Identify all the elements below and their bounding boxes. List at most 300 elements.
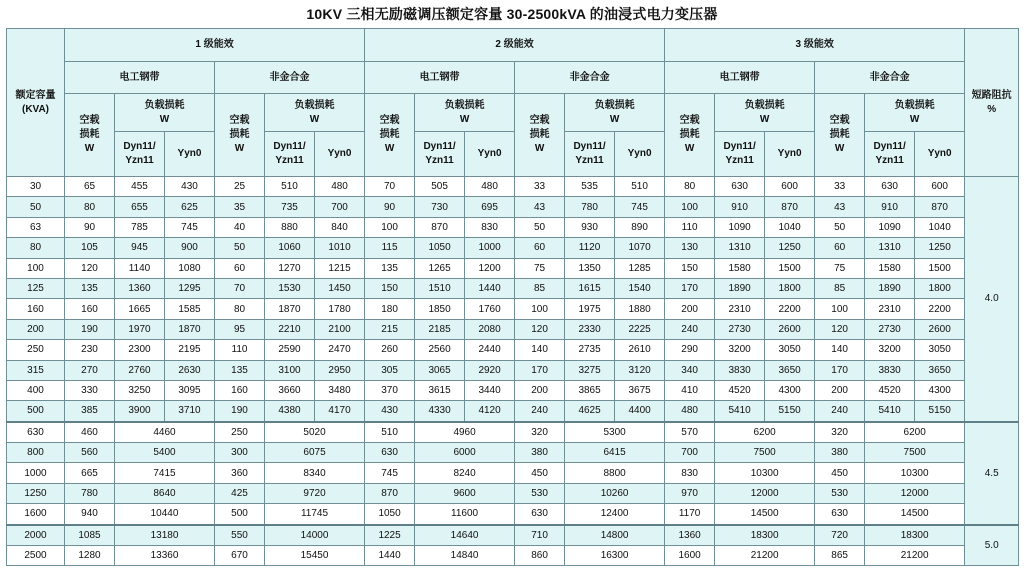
value-cell: 150	[665, 258, 715, 278]
table-row	[7, 340, 1019, 360]
value-cell: 13180	[115, 525, 215, 546]
value-cell: 870	[915, 197, 965, 217]
value-cell: 70	[365, 177, 415, 197]
value-cell: 460	[65, 422, 115, 443]
value-cell: 450	[815, 463, 865, 483]
value-cell: 1890	[865, 278, 915, 298]
value-cell: 230	[65, 340, 115, 360]
value-cell: 2080	[465, 319, 515, 339]
value-cell: 25	[215, 177, 265, 197]
value-cell: 14640	[415, 525, 515, 546]
value-cell: 9720	[265, 483, 365, 503]
value-cell: 260	[365, 340, 415, 360]
value-cell: 2630	[165, 360, 215, 380]
value-cell: 150	[365, 278, 415, 298]
level-1-header: 1 级能效	[65, 29, 365, 62]
value-cell: 120	[515, 319, 565, 339]
dyn11-yzn11-header: Dyn11/ Yzn11	[565, 132, 615, 177]
value-cell: 80	[665, 177, 715, 197]
value-cell: 75	[815, 258, 865, 278]
yyn0-header: Yyn0	[315, 132, 365, 177]
no-load-loss-header: 空载 损耗 W	[65, 94, 115, 177]
value-cell: 190	[65, 319, 115, 339]
value-cell: 120	[65, 258, 115, 278]
value-cell: 2600	[765, 319, 815, 339]
value-cell: 2730	[865, 319, 915, 339]
value-cell: 910	[865, 197, 915, 217]
value-cell: 480	[665, 401, 715, 422]
value-cell: 6200	[715, 422, 815, 443]
value-cell: 1880	[615, 299, 665, 319]
value-cell: 65	[65, 177, 115, 197]
value-cell: 2210	[265, 319, 315, 339]
capacity-cell: 315	[7, 360, 65, 380]
value-cell: 21200	[865, 546, 965, 566]
yyn0-header: Yyn0	[615, 132, 665, 177]
value-cell: 1270	[265, 258, 315, 278]
value-cell: 4380	[265, 401, 315, 422]
value-cell: 510	[365, 422, 415, 443]
value-cell: 860	[515, 546, 565, 566]
value-cell: 910	[715, 197, 765, 217]
impedance-header: 短路阻抗 %	[965, 29, 1019, 177]
value-cell: 305	[365, 360, 415, 380]
value-cell: 1780	[315, 299, 365, 319]
value-cell: 1970	[115, 319, 165, 339]
value-cell: 2100	[315, 319, 365, 339]
value-cell: 2560	[415, 340, 465, 360]
table-row	[7, 401, 1019, 422]
value-cell: 3710	[165, 401, 215, 422]
load-loss-header: 负载损耗 W	[715, 94, 815, 132]
table-row	[7, 177, 1019, 197]
value-cell: 2950	[315, 360, 365, 380]
value-cell: 1580	[715, 258, 765, 278]
value-cell: 1800	[765, 278, 815, 298]
transformer-spec-table	[6, 28, 1019, 566]
value-cell: 35	[215, 197, 265, 217]
value-cell: 60	[215, 258, 265, 278]
value-cell: 6000	[415, 443, 515, 463]
capacity-cell: 630	[7, 422, 65, 443]
capacity-cell: 200	[7, 319, 65, 339]
table-row	[7, 319, 1019, 339]
amorphous-alloy-header: 非金合金	[515, 62, 665, 94]
value-cell: 2195	[165, 340, 215, 360]
value-cell: 2590	[265, 340, 315, 360]
value-cell: 3650	[765, 360, 815, 380]
value-cell: 240	[815, 401, 865, 422]
table-row	[7, 525, 1019, 546]
value-cell: 1040	[765, 217, 815, 237]
table-row	[7, 463, 1019, 483]
value-cell: 270	[65, 360, 115, 380]
value-cell: 1085	[65, 525, 115, 546]
value-cell: 425	[215, 483, 265, 503]
dyn11-yzn11-header: Dyn11/ Yzn11	[865, 132, 915, 177]
value-cell: 1170	[665, 504, 715, 525]
value-cell: 14000	[265, 525, 365, 546]
dyn11-yzn11-header: Dyn11/ Yzn11	[115, 132, 165, 177]
value-cell: 85	[815, 278, 865, 298]
value-cell: 1440	[465, 278, 515, 298]
value-cell: 530	[515, 483, 565, 503]
value-cell: 170	[515, 360, 565, 380]
value-cell: 60	[815, 238, 865, 258]
capacity-cell: 2000	[7, 525, 65, 546]
value-cell: 4400	[615, 401, 665, 422]
table-row	[7, 360, 1019, 380]
value-cell: 480	[465, 177, 515, 197]
value-cell: 85	[515, 278, 565, 298]
capacity-cell: 2500	[7, 546, 65, 566]
value-cell: 2610	[615, 340, 665, 360]
value-cell: 970	[665, 483, 715, 503]
value-cell: 1090	[865, 217, 915, 237]
value-cell: 900	[165, 238, 215, 258]
value-cell: 135	[215, 360, 265, 380]
value-cell: 5020	[265, 422, 365, 443]
dyn11-yzn11-header: Dyn11/ Yzn11	[265, 132, 315, 177]
value-cell: 95	[215, 319, 265, 339]
value-cell: 16300	[565, 546, 665, 566]
value-cell: 670	[215, 546, 265, 566]
capacity-cell: 1600	[7, 504, 65, 525]
value-cell: 480	[315, 177, 365, 197]
value-cell: 1070	[615, 238, 665, 258]
value-cell: 3120	[615, 360, 665, 380]
capacity-cell: 400	[7, 380, 65, 400]
impedance-cell: 4.0	[965, 177, 1019, 422]
value-cell: 50	[815, 217, 865, 237]
value-cell: 4330	[415, 401, 465, 422]
capacity-header: 额定容量 (KVA)	[7, 29, 65, 177]
value-cell: 735	[265, 197, 315, 217]
value-cell: 60	[515, 238, 565, 258]
capacity-cell: 250	[7, 340, 65, 360]
value-cell: 830	[465, 217, 515, 237]
yyn0-header: Yyn0	[165, 132, 215, 177]
value-cell: 11745	[265, 504, 365, 525]
value-cell: 1870	[265, 299, 315, 319]
value-cell: 3650	[915, 360, 965, 380]
value-cell: 1600	[665, 546, 715, 566]
load-loss-header: 负载损耗 W	[565, 94, 665, 132]
value-cell: 1540	[615, 278, 665, 298]
value-cell: 655	[115, 197, 165, 217]
electrical-steel-header: 电工钢带	[365, 62, 515, 94]
capacity-cell: 1250	[7, 483, 65, 503]
value-cell: 14500	[865, 504, 965, 525]
value-cell: 13360	[115, 546, 215, 566]
value-cell: 14840	[415, 546, 515, 566]
value-cell: 90	[65, 217, 115, 237]
value-cell: 14800	[565, 525, 665, 546]
value-cell: 105	[65, 238, 115, 258]
value-cell: 870	[765, 197, 815, 217]
capacity-cell: 800	[7, 443, 65, 463]
value-cell: 2200	[765, 299, 815, 319]
value-cell: 180	[365, 299, 415, 319]
load-loss-header: 负载损耗 W	[865, 94, 965, 132]
value-cell: 8640	[115, 483, 215, 503]
value-cell: 70	[215, 278, 265, 298]
value-cell: 3865	[565, 380, 615, 400]
value-cell: 1265	[415, 258, 465, 278]
value-cell: 12000	[715, 483, 815, 503]
value-cell: 130	[665, 238, 715, 258]
table-row	[7, 258, 1019, 278]
value-cell: 110	[215, 340, 265, 360]
value-cell: 1760	[465, 299, 515, 319]
value-cell: 5410	[715, 401, 765, 422]
value-cell: 940	[65, 504, 115, 525]
value-cell: 10260	[565, 483, 665, 503]
value-cell: 240	[665, 319, 715, 339]
value-cell: 3050	[765, 340, 815, 360]
table-row	[7, 546, 1019, 566]
value-cell: 40	[215, 217, 265, 237]
value-cell: 1510	[415, 278, 465, 298]
value-cell: 3660	[265, 380, 315, 400]
value-cell: 215	[365, 319, 415, 339]
value-cell: 8800	[565, 463, 665, 483]
value-cell: 1295	[165, 278, 215, 298]
value-cell: 430	[365, 401, 415, 422]
value-cell: 33	[815, 177, 865, 197]
value-cell: 2300	[115, 340, 165, 360]
no-load-loss-header: 空载 损耗 W	[365, 94, 415, 177]
value-cell: 340	[665, 360, 715, 380]
value-cell: 930	[565, 217, 615, 237]
value-cell: 600	[915, 177, 965, 197]
value-cell: 80	[215, 299, 265, 319]
value-cell: 695	[465, 197, 515, 217]
value-cell: 1250	[765, 238, 815, 258]
no-load-loss-header: 空载 损耗 W	[815, 94, 865, 177]
value-cell: 410	[665, 380, 715, 400]
value-cell: 6415	[565, 443, 665, 463]
value-cell: 120	[815, 319, 865, 339]
impedance-cell: 5.0	[965, 525, 1019, 566]
value-cell: 290	[665, 340, 715, 360]
value-cell: 510	[265, 177, 315, 197]
value-cell: 6200	[865, 422, 965, 443]
value-cell: 370	[365, 380, 415, 400]
value-cell: 4300	[915, 380, 965, 400]
value-cell: 780	[565, 197, 615, 217]
value-cell: 945	[115, 238, 165, 258]
value-cell: 1280	[65, 546, 115, 566]
value-cell: 135	[65, 278, 115, 298]
value-cell: 200	[665, 299, 715, 319]
value-cell: 5150	[765, 401, 815, 422]
value-cell: 630	[365, 443, 415, 463]
impedance-cell: 4.5	[965, 422, 1019, 525]
value-cell: 160	[215, 380, 265, 400]
value-cell: 140	[815, 340, 865, 360]
value-cell: 1120	[565, 238, 615, 258]
value-cell: 90	[365, 197, 415, 217]
capacity-cell: 80	[7, 238, 65, 258]
electrical-steel-header: 电工钢带	[665, 62, 815, 94]
value-cell: 330	[65, 380, 115, 400]
value-cell: 50	[215, 238, 265, 258]
value-cell: 380	[515, 443, 565, 463]
value-cell: 505	[415, 177, 465, 197]
value-cell: 2440	[465, 340, 515, 360]
value-cell: 380	[815, 443, 865, 463]
value-cell: 75	[515, 258, 565, 278]
value-cell: 4520	[715, 380, 765, 400]
capacity-cell: 160	[7, 299, 65, 319]
value-cell: 1310	[865, 238, 915, 258]
value-cell: 1890	[715, 278, 765, 298]
value-cell: 100	[815, 299, 865, 319]
value-cell: 385	[65, 401, 115, 422]
value-cell: 170	[665, 278, 715, 298]
value-cell: 1585	[165, 299, 215, 319]
load-loss-header: 负载损耗 W	[415, 94, 515, 132]
value-cell: 2735	[565, 340, 615, 360]
value-cell: 1080	[165, 258, 215, 278]
value-cell: 785	[115, 217, 165, 237]
value-cell: 5300	[565, 422, 665, 443]
capacity-cell: 50	[7, 197, 65, 217]
value-cell: 2185	[415, 319, 465, 339]
value-cell: 2225	[615, 319, 665, 339]
value-cell: 21200	[715, 546, 815, 566]
capacity-cell: 125	[7, 278, 65, 298]
value-cell: 320	[515, 422, 565, 443]
value-cell: 720	[815, 525, 865, 546]
value-cell: 570	[665, 422, 715, 443]
yyn0-header: Yyn0	[765, 132, 815, 177]
value-cell: 3275	[565, 360, 615, 380]
value-cell: 745	[165, 217, 215, 237]
value-cell: 33	[515, 177, 565, 197]
value-cell: 500	[215, 504, 265, 525]
value-cell: 5400	[115, 443, 215, 463]
value-cell: 730	[415, 197, 465, 217]
value-cell: 865	[815, 546, 865, 566]
value-cell: 170	[815, 360, 865, 380]
value-cell: 1615	[565, 278, 615, 298]
value-cell: 560	[65, 443, 115, 463]
value-cell: 870	[415, 217, 465, 237]
value-cell: 630	[715, 177, 765, 197]
value-cell: 14500	[715, 504, 815, 525]
value-cell: 2730	[715, 319, 765, 339]
value-cell: 10300	[865, 463, 965, 483]
value-cell: 8340	[265, 463, 365, 483]
table-row	[7, 380, 1019, 400]
value-cell: 450	[515, 463, 565, 483]
value-cell: 100	[515, 299, 565, 319]
value-cell: 3480	[315, 380, 365, 400]
value-cell: 665	[65, 463, 115, 483]
value-cell: 1870	[165, 319, 215, 339]
value-cell: 300	[215, 443, 265, 463]
value-cell: 1200	[465, 258, 515, 278]
value-cell: 1440	[365, 546, 415, 566]
table-row	[7, 504, 1019, 525]
value-cell: 9600	[415, 483, 515, 503]
dyn11-yzn11-header: Dyn11/ Yzn11	[715, 132, 765, 177]
value-cell: 1530	[265, 278, 315, 298]
value-cell: 1050	[365, 504, 415, 525]
value-cell: 1225	[365, 525, 415, 546]
table-row	[7, 278, 1019, 298]
table-row	[7, 422, 1019, 443]
table-row	[7, 483, 1019, 503]
table-row	[7, 443, 1019, 463]
value-cell: 160	[65, 299, 115, 319]
value-cell: 3250	[115, 380, 165, 400]
value-cell: 50	[515, 217, 565, 237]
value-cell: 1800	[915, 278, 965, 298]
value-cell: 15450	[265, 546, 365, 566]
amorphous-alloy-header: 非金合金	[215, 62, 365, 94]
value-cell: 2310	[865, 299, 915, 319]
value-cell: 880	[265, 217, 315, 237]
value-cell: 10440	[115, 504, 215, 525]
value-cell: 100	[665, 197, 715, 217]
value-cell: 630	[815, 504, 865, 525]
value-cell: 455	[115, 177, 165, 197]
value-cell: 115	[365, 238, 415, 258]
value-cell: 630	[865, 177, 915, 197]
value-cell: 1040	[915, 217, 965, 237]
value-cell: 3830	[715, 360, 765, 380]
value-cell: 4120	[465, 401, 515, 422]
value-cell: 135	[365, 258, 415, 278]
value-cell: 1050	[415, 238, 465, 258]
value-cell: 1500	[915, 258, 965, 278]
value-cell: 1310	[715, 238, 765, 258]
load-loss-header: 负载损耗 W	[265, 94, 365, 132]
value-cell: 3900	[115, 401, 165, 422]
table-title: 10KV 三相无励磁调压额定容量 30-2500kVA 的油浸式电力变压器	[306, 6, 718, 22]
value-cell: 3200	[715, 340, 765, 360]
value-cell: 510	[615, 177, 665, 197]
value-cell: 700	[315, 197, 365, 217]
value-cell: 7500	[715, 443, 815, 463]
value-cell: 200	[515, 380, 565, 400]
value-cell: 2310	[715, 299, 765, 319]
value-cell: 1350	[565, 258, 615, 278]
value-cell: 43	[515, 197, 565, 217]
value-cell: 5150	[915, 401, 965, 422]
value-cell: 745	[365, 463, 415, 483]
yyn0-header: Yyn0	[465, 132, 515, 177]
capacity-cell: 30	[7, 177, 65, 197]
value-cell: 1360	[115, 278, 165, 298]
value-cell: 630	[515, 504, 565, 525]
value-cell: 3830	[865, 360, 915, 380]
value-cell: 1450	[315, 278, 365, 298]
value-cell: 1285	[615, 258, 665, 278]
value-cell: 2760	[115, 360, 165, 380]
value-cell: 2920	[465, 360, 515, 380]
level-3-header: 3 级能效	[665, 29, 965, 62]
value-cell: 3200	[865, 340, 915, 360]
value-cell: 18300	[865, 525, 965, 546]
value-cell: 1090	[715, 217, 765, 237]
value-cell: 6075	[265, 443, 365, 463]
value-cell: 840	[315, 217, 365, 237]
value-cell: 600	[765, 177, 815, 197]
